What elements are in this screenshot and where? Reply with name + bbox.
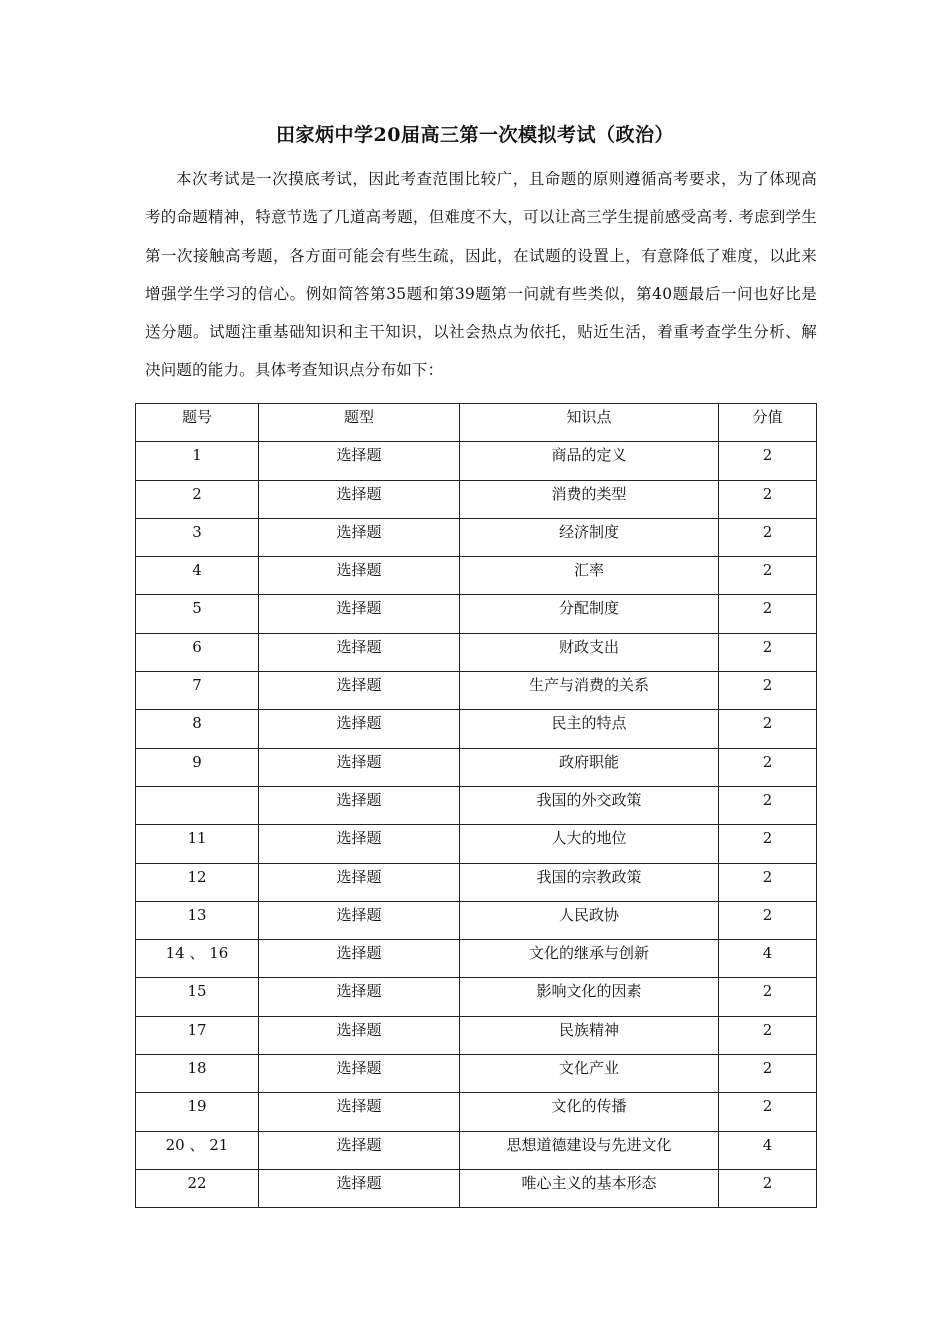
cell-score: 4 [719, 940, 817, 978]
header-knowledge-point: 知识点 [460, 404, 719, 442]
table-row [136, 1169, 817, 1207]
cell-score: 2 [719, 442, 817, 480]
cell-knowledge-point: 文化的继承与创新 [460, 940, 719, 978]
cell-question-type: 选择题 [259, 710, 460, 748]
cell-question-type: 选择题 [259, 748, 460, 786]
cell-score: 2 [719, 786, 817, 824]
table-row [136, 863, 817, 901]
table-row [136, 901, 817, 939]
table-row [136, 672, 817, 710]
cell-score: 2 [719, 557, 817, 595]
cell-question-number: 2 [136, 480, 259, 518]
cell-score: 2 [719, 518, 817, 556]
header-question-type: 题型 [259, 404, 460, 442]
cell-question-type: 选择题 [259, 1093, 460, 1131]
cell-question-type: 选择题 [259, 1131, 460, 1169]
cell-knowledge-point: 思想道德建设与先进文化 [460, 1131, 719, 1169]
cell-question-number: 7 [136, 672, 259, 710]
cell-question-number: 17 [136, 1016, 259, 1054]
cell-question-type: 选择题 [259, 786, 460, 824]
cell-question-type: 选择题 [259, 825, 460, 863]
table-row [136, 786, 817, 824]
cell-score: 2 [719, 1055, 817, 1093]
cell-question-number: 13 [136, 901, 259, 939]
cell-question-number: 22 [136, 1169, 259, 1207]
cell-question-number: 15 [136, 978, 259, 1016]
cell-question-type: 选择题 [259, 480, 460, 518]
table-row [136, 480, 817, 518]
cell-knowledge-point: 唯心主义的基本形态 [460, 1169, 719, 1207]
table-row [136, 595, 817, 633]
table-row [136, 940, 817, 978]
table-row [136, 1016, 817, 1054]
cell-score: 2 [719, 633, 817, 671]
cell-knowledge-point: 生产与消费的关系 [460, 672, 719, 710]
cell-score: 2 [719, 1016, 817, 1054]
table-row [136, 825, 817, 863]
cell-question-number: 9 [136, 748, 259, 786]
table-body [136, 442, 817, 1208]
cell-question-number: 3 [136, 518, 259, 556]
cell-knowledge-point: 政府职能 [460, 748, 719, 786]
cell-score: 2 [719, 595, 817, 633]
document-title: 田家炳中学20届高三第一次模拟考试（政治） [276, 124, 674, 146]
cell-question-number: 1 [136, 442, 259, 480]
cell-knowledge-point: 文化的传播 [460, 1093, 719, 1131]
table-row [136, 978, 817, 1016]
cell-question-number: 12 [136, 863, 259, 901]
cell-knowledge-point: 汇率 [460, 557, 719, 595]
table-row [136, 1131, 817, 1169]
table-row [136, 442, 817, 480]
table-row [136, 1093, 817, 1131]
intro-paragraph: 本次考试是一次摸底考试，因此考查范围比较广，且命题的原则遵循高考要求，为了体现高考的命题精神，特意节选了几道高考题，但难度不大，可以让高三学生提前感受高考. 考虑到学生第一次接触高考题，各方面可能会有些生疏，因此，在试题的设置上，有意降低了难度，以此来增强学生学习的信心。例如简答第35题和第39题第一问就有些类似，第40题最后一问也好比是送分题。试题注重基础知识和主干知识，以社会热点为依托，贴近生活，着重考查学生分析、解决问题的能力。具体考查知识点分布如下： [145, 170, 817, 380]
cell-score: 2 [719, 825, 817, 863]
cell-score: 2 [719, 480, 817, 518]
cell-knowledge-point: 人民政协 [460, 901, 719, 939]
cell-knowledge-point: 消费的类型 [460, 480, 719, 518]
header-question-number: 题号 [136, 404, 259, 442]
table-row [136, 557, 817, 595]
cell-question-number: 6 [136, 633, 259, 671]
cell-question-type: 选择题 [259, 901, 460, 939]
cell-score: 2 [719, 978, 817, 1016]
table-row [136, 633, 817, 671]
table-row [136, 518, 817, 556]
cell-question-type: 选择题 [259, 595, 460, 633]
cell-score: 2 [719, 1093, 817, 1131]
cell-knowledge-point: 分配制度 [460, 595, 719, 633]
cell-question-type: 选择题 [259, 518, 460, 556]
table-row [136, 1055, 817, 1093]
cell-knowledge-point: 民主的特点 [460, 710, 719, 748]
cell-question-type: 选择题 [259, 863, 460, 901]
cell-question-number: 5 [136, 595, 259, 633]
cell-score: 2 [719, 710, 817, 748]
cell-score: 2 [719, 901, 817, 939]
cell-knowledge-point: 文化产业 [460, 1055, 719, 1093]
knowledge-distribution-table [135, 403, 817, 1208]
cell-score: 2 [719, 1169, 817, 1207]
table-header-row [136, 404, 817, 442]
cell-question-number: 18 [136, 1055, 259, 1093]
cell-knowledge-point: 影响文化的因素 [460, 978, 719, 1016]
cell-score: 4 [719, 1131, 817, 1169]
cell-question-type: 选择题 [259, 1016, 460, 1054]
cell-knowledge-point: 民族精神 [460, 1016, 719, 1054]
cell-knowledge-point: 我国的外交政策 [460, 786, 719, 824]
cell-question-type: 选择题 [259, 1169, 460, 1207]
header-score: 分值 [719, 404, 817, 442]
table-row [136, 710, 817, 748]
cell-question-type: 选择题 [259, 940, 460, 978]
cell-score: 2 [719, 672, 817, 710]
cell-question-type: 选择题 [259, 978, 460, 1016]
cell-knowledge-point: 我国的宗教政策 [460, 863, 719, 901]
cell-question-type: 选择题 [259, 442, 460, 480]
cell-question-number: 20 、 21 [136, 1131, 259, 1169]
cell-knowledge-point: 人大的地位 [460, 825, 719, 863]
cell-question-type: 选择题 [259, 1055, 460, 1093]
cell-question-number: 11 [136, 825, 259, 863]
cell-score: 2 [719, 748, 817, 786]
cell-question-number: 4 [136, 557, 259, 595]
cell-question-number: 14 、 16 [136, 940, 259, 978]
cell-question-number: 8 [136, 710, 259, 748]
cell-knowledge-point: 财政支出 [460, 633, 719, 671]
cell-question-number: 19 [136, 1093, 259, 1131]
cell-question-type: 选择题 [259, 672, 460, 710]
cell-knowledge-point: 经济制度 [460, 518, 719, 556]
cell-score: 2 [719, 863, 817, 901]
cell-knowledge-point: 商品的定义 [460, 442, 719, 480]
cell-question-number [136, 786, 259, 824]
cell-question-type: 选择题 [259, 557, 460, 595]
table-row [136, 748, 817, 786]
cell-question-type: 选择题 [259, 633, 460, 671]
